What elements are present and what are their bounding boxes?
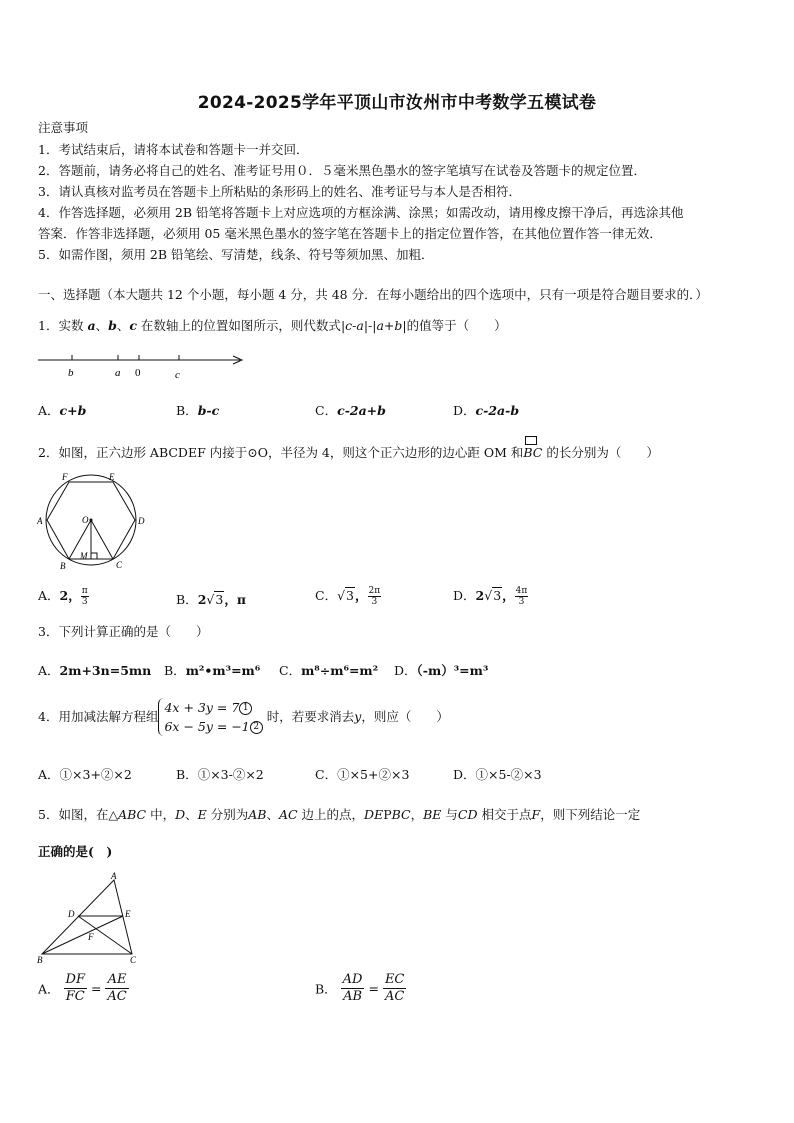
q5-option-b[interactable]: B． $\frac{AD}{AB}$ = $\frac{EC}{AC}$ (315, 972, 405, 1004)
q5-option-a[interactable]: A． $\frac{DF}{FC}$ = $\frac{AE}{AC}$ (38, 972, 127, 1004)
q2-option-a[interactable]: A．2， $\frac{\pi}{3}$ (38, 586, 88, 607)
svg-text:C: C (116, 560, 123, 570)
question-1-stem: 1．实数 a、b、c 在数轴上的位置如图所示，则代数式|c-a|-|a+b|的值等于（ ） (38, 318, 507, 333)
notice-item-1: 1．考试结束后，请将本试卷和答题卡一并交回． (38, 142, 309, 157)
q4-option-c[interactable]: C．①×5+②×3 (315, 767, 410, 782)
q2-option-d[interactable]: D．2√3， $\frac{4\pi}{3}$ (453, 586, 528, 607)
equation-system: 4x + 3y = 7 1 6x − 5y = −1 2 (158, 698, 262, 736)
q3-option-b[interactable]: B．m²•m³=m⁶ (164, 663, 261, 678)
number-line-figure (36, 350, 250, 380)
q3-option-d[interactable]: D．（-m）³=m³ (394, 663, 489, 678)
q3-option-a[interactable]: A．2m+3n=5mn (38, 663, 152, 678)
question-2-stem: 2．如图，正六边形 ABCDEF 内接于⊙O，半径为 4，则这个正六边形的边心距 OM 和 ⌒ BC 的长分别为（ ） (38, 436, 659, 460)
axis-label-a: a (115, 367, 121, 379)
page-title: 2024-2025学年平顶山市汝州市中考数学五模试卷 (197, 93, 597, 113)
q4-option-a[interactable]: A．①×3+②×2 (38, 767, 132, 782)
q4-option-b[interactable]: B．①×3-②×2 (176, 767, 264, 782)
notice-item-4-cont: 答案．作答非选择题，必须用 05 毫米黑色墨水的签字笔在答题卡上的指定位置作答，在其他位置作答一律无效． (38, 226, 662, 241)
q1-option-a[interactable]: A．c+b (38, 403, 87, 418)
q2-option-b[interactable]: B．2√3，π (176, 592, 246, 607)
svg-text:F: F (62, 472, 68, 482)
arc-bc: BC (523, 445, 543, 460)
q3-option-c[interactable]: C．m⁸÷m⁶=m² (279, 663, 379, 678)
svg-text:F: F (88, 932, 94, 942)
question-4-stem: 4．用加减法解方程组 4x + 3y = 7 1 6x − 5y = −1 2 时，若要求消去y，则应（ ） (38, 700, 449, 734)
svg-text:D: D (138, 516, 145, 526)
triangle-figure (34, 870, 144, 964)
axis-label-c: c (175, 369, 180, 380)
notice-item-3: 3．请认真核对监考员在答题卡上所粘贴的条形码上的姓名、准考证号与本人是否相符． (38, 184, 521, 199)
axis-label-zero: 0 (135, 367, 141, 379)
svg-text:E: E (109, 472, 115, 482)
notice-heading: 注意事项 (38, 120, 89, 135)
question-3-stem: 3．下列计算正确的是（ ） (38, 624, 209, 639)
question-5-stem: 5．如图，在△ABC 中，D、E 分别为AB、AC 边上的点，DEPBC，BE 与CD 相交于点F，则下列结论一定 (38, 807, 641, 822)
q4-option-d[interactable]: D．①×5-②×3 (453, 767, 542, 782)
svg-text:A: A (111, 871, 117, 881)
q1-option-d[interactable]: D．c-2a-b (453, 403, 520, 418)
svg-text:B: B (60, 561, 66, 571)
notice-item-5: 5．如需作图，须用 2B 铅笔绘、写清楚，线条、符号等须加黑、加粗． (38, 247, 434, 262)
q1-option-c[interactable]: C．c-2a+b (315, 403, 386, 418)
svg-text:B: B (37, 955, 43, 964)
svg-text:A: A (37, 516, 43, 526)
svg-text:M: M (80, 551, 88, 561)
q2-option-c[interactable]: C．√3， $\frac{2\pi}{3}$ (315, 586, 381, 607)
section-heading: 一、选择题（本大题共 12 个小题，每小题 4 分，共 48 分．在每小题给出的四个选项中，只有一项是符合题目要求的．） (38, 287, 708, 302)
question-5-stem-cont: 正确的是( ) (38, 844, 113, 859)
q1-option-b[interactable]: B．b-c (176, 403, 220, 418)
axis-label-b: b (68, 367, 74, 379)
hexagon-circle-figure (34, 468, 154, 576)
svg-text:E: E (125, 909, 131, 919)
svg-text:D: D (68, 909, 75, 919)
notice-item-4: 4．作答选择题，必须用 2B 铅笔将答题卡上对应选项的方框涂满、涂黑；如需改动，请用橡皮擦干净后，再选涂其他 (38, 205, 684, 220)
svg-text:O: O (82, 515, 89, 525)
notice-item-2: 2．答题前，请务必将自己的姓名、准考证号用０．５毫米黑色墨水的签字笔填写在试卷及答题卡的规定位置． (38, 163, 646, 178)
svg-text:C: C (130, 955, 137, 964)
